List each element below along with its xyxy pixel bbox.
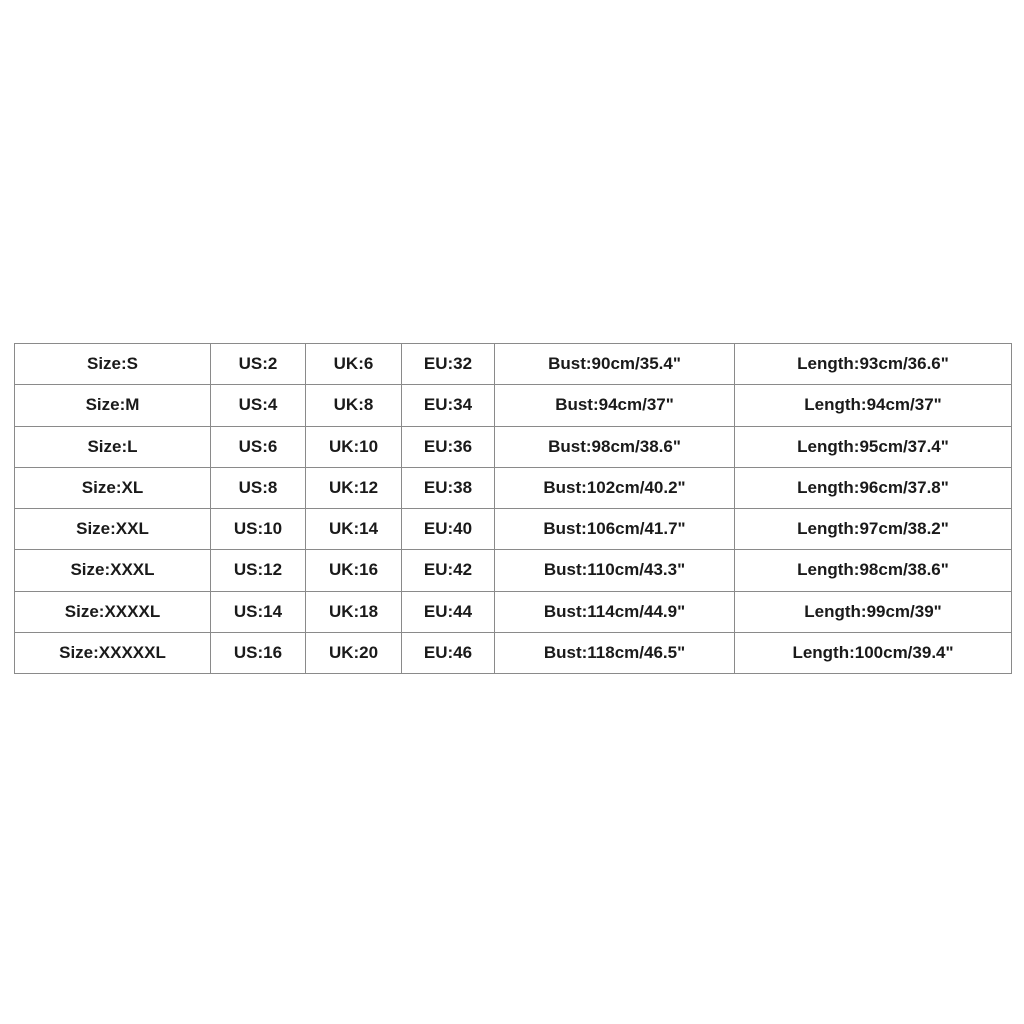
length-cell: Length:95cm/37.4"	[735, 426, 1012, 467]
eu-size-cell: EU:42	[402, 550, 495, 591]
us-size-cell: US:8	[211, 467, 306, 508]
uk-size-cell: UK:14	[306, 509, 402, 550]
eu-size-cell: EU:34	[402, 385, 495, 426]
bust-cell: Bust:94cm/37"	[495, 385, 735, 426]
us-size-cell: US:10	[211, 509, 306, 550]
uk-size-cell: UK:18	[306, 591, 402, 632]
bust-cell: Bust:98cm/38.6"	[495, 426, 735, 467]
size-cell: Size:L	[15, 426, 211, 467]
size-cell: Size:M	[15, 385, 211, 426]
eu-size-cell: EU:46	[402, 632, 495, 673]
uk-size-cell: UK:20	[306, 632, 402, 673]
table-row	[15, 344, 1012, 385]
size-cell: Size:XXXXXL	[15, 632, 211, 673]
length-cell: Length:100cm/39.4"	[735, 632, 1012, 673]
us-size-cell: US:6	[211, 426, 306, 467]
size-cell: Size:XXL	[15, 509, 211, 550]
size-cell: Size:XXXL	[15, 550, 211, 591]
eu-size-cell: EU:40	[402, 509, 495, 550]
us-size-cell: US:12	[211, 550, 306, 591]
table-row	[15, 591, 1012, 632]
eu-size-cell: EU:36	[402, 426, 495, 467]
bust-cell: Bust:114cm/44.9"	[495, 591, 735, 632]
table-row	[15, 467, 1012, 508]
length-cell: Length:98cm/38.6"	[735, 550, 1012, 591]
uk-size-cell: UK:10	[306, 426, 402, 467]
length-cell: Length:94cm/37"	[735, 385, 1012, 426]
us-size-cell: US:14	[211, 591, 306, 632]
uk-size-cell: UK:12	[306, 467, 402, 508]
bust-cell: Bust:102cm/40.2"	[495, 467, 735, 508]
size-cell: Size:S	[15, 344, 211, 385]
size-cell: Size:XL	[15, 467, 211, 508]
length-cell: Length:99cm/39"	[735, 591, 1012, 632]
bust-cell: Bust:118cm/46.5"	[495, 632, 735, 673]
table-row	[15, 385, 1012, 426]
length-cell: Length:93cm/36.6"	[735, 344, 1012, 385]
eu-size-cell: EU:32	[402, 344, 495, 385]
table-row	[15, 426, 1012, 467]
size-chart-body	[15, 344, 1012, 674]
table-row	[15, 509, 1012, 550]
size-chart-table	[14, 343, 1012, 674]
size-cell: Size:XXXXL	[15, 591, 211, 632]
table-row	[15, 550, 1012, 591]
us-size-cell: US:2	[211, 344, 306, 385]
bust-cell: Bust:90cm/35.4"	[495, 344, 735, 385]
bust-cell: Bust:106cm/41.7"	[495, 509, 735, 550]
eu-size-cell: EU:38	[402, 467, 495, 508]
length-cell: Length:96cm/37.8"	[735, 467, 1012, 508]
eu-size-cell: EU:44	[402, 591, 495, 632]
bust-cell: Bust:110cm/43.3"	[495, 550, 735, 591]
uk-size-cell: UK:6	[306, 344, 402, 385]
length-cell: Length:97cm/38.2"	[735, 509, 1012, 550]
table-row	[15, 632, 1012, 673]
uk-size-cell: UK:8	[306, 385, 402, 426]
us-size-cell: US:16	[211, 632, 306, 673]
us-size-cell: US:4	[211, 385, 306, 426]
uk-size-cell: UK:16	[306, 550, 402, 591]
